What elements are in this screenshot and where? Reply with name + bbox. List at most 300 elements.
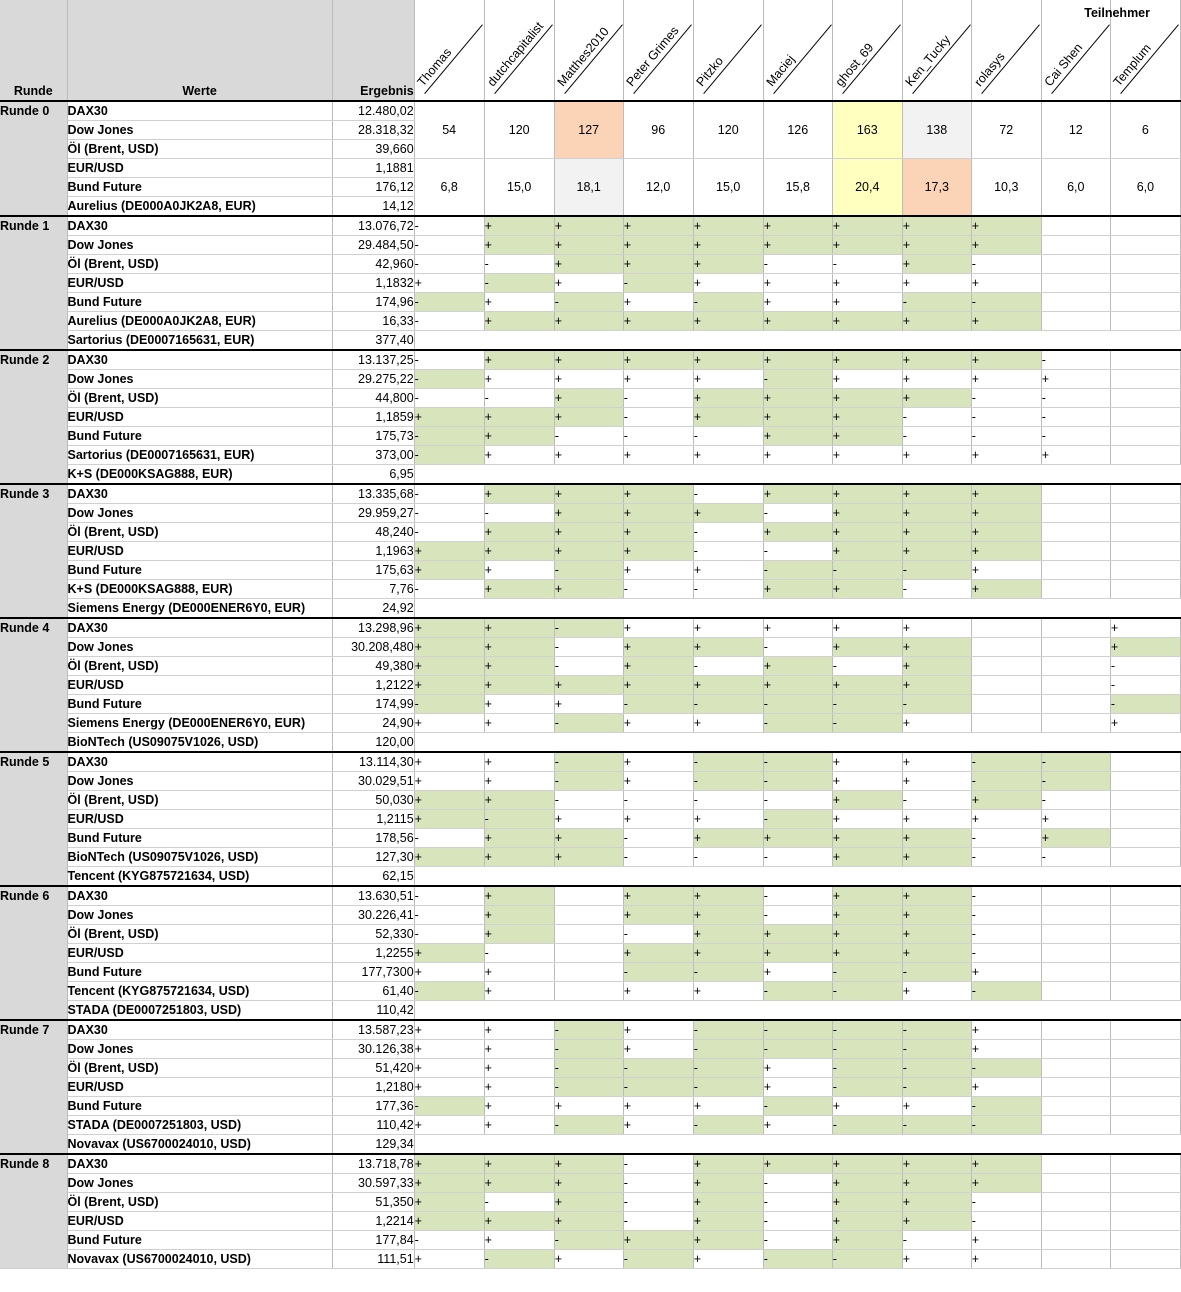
participant-points: 138: [902, 101, 971, 159]
forecast-cell: -: [623, 580, 693, 599]
asset-name: STADA (DE0007251803, USD): [67, 1001, 332, 1021]
forecast-cell: -: [693, 1116, 763, 1135]
forecast-cell: [1110, 523, 1180, 542]
forecast-cell: +: [832, 542, 902, 561]
forecast-cell: [971, 618, 1041, 638]
forecast-cell: +: [623, 561, 693, 580]
asset-result: 174,96: [332, 293, 414, 312]
asset-name: DAX30: [67, 1020, 332, 1040]
forecast-cell: +: [763, 293, 832, 312]
forecast-cell: +: [554, 274, 623, 293]
participant-average: 6,0: [1110, 159, 1180, 217]
forecast-cell: +: [623, 484, 693, 504]
asset-name: DAX30: [67, 1154, 332, 1174]
forecast-cell: +: [414, 408, 484, 427]
forecast-cell: [1110, 370, 1180, 389]
forecast-cell: [1110, 791, 1180, 810]
forecast-cell: [554, 906, 623, 925]
asset-result: 111,51: [332, 1250, 414, 1269]
forecast-cell: +: [414, 810, 484, 829]
forecast-cell: -: [971, 848, 1041, 867]
asset-result: 29.484,50: [332, 236, 414, 255]
forecast-cell: -: [971, 886, 1041, 906]
forecast-cell: -: [763, 255, 832, 274]
round-row: [0, 638, 1181, 657]
forecast-cell: +: [902, 982, 971, 1001]
round-row: [0, 408, 1181, 427]
forecast-cell: [1041, 504, 1110, 523]
round-row: [0, 504, 1181, 523]
forecast-cell: +: [693, 312, 763, 331]
asset-name: BioNTech (US09075V1026, USD): [67, 848, 332, 867]
forecast-cell: +: [623, 886, 693, 906]
forecast-cell: +: [971, 810, 1041, 829]
asset-name: Bund Future: [67, 963, 332, 982]
forecast-cell: -: [763, 791, 832, 810]
forecast-cell: [1110, 236, 1180, 255]
forecast-cell: +: [693, 1193, 763, 1212]
asset-name: EUR/USD: [67, 1078, 332, 1097]
asset-name: Novavax (US6700024010, USD): [67, 1250, 332, 1269]
asset-name: Öl (Brent, USD): [67, 389, 332, 408]
forecast-cell: +: [623, 676, 693, 695]
asset-result: 42,960: [332, 255, 414, 274]
forecast-cell: +: [414, 542, 484, 561]
forecast-cell: +: [554, 1212, 623, 1231]
forecast-cell: +: [763, 408, 832, 427]
forecast-cell: -: [484, 274, 554, 293]
forecast-cell: -: [414, 446, 484, 465]
forecast-cell: +: [623, 906, 693, 925]
forecast-cell: -: [414, 523, 484, 542]
forecast-cell: +: [832, 925, 902, 944]
forecast-cell: -: [554, 772, 623, 791]
forecast-cell: +: [832, 886, 902, 906]
forecast-cell: -: [484, 944, 554, 963]
forecast-cell: +: [484, 312, 554, 331]
forecast-cell: -: [763, 848, 832, 867]
round-row: [0, 829, 1181, 848]
forecast-cell: +: [763, 676, 832, 695]
asset-name: Bund Future: [67, 561, 332, 580]
forecast-cell: +: [971, 963, 1041, 982]
round-row: [0, 944, 1181, 963]
forecast-cell: +: [693, 561, 763, 580]
round-row: [0, 1174, 1181, 1193]
forecast-cell: [971, 638, 1041, 657]
forecast-cell: +: [902, 676, 971, 695]
forecast-cell: +: [414, 1174, 484, 1193]
participant-average: 20,4: [832, 159, 902, 217]
round-row: [0, 676, 1181, 695]
forecast-cell: +: [832, 1154, 902, 1174]
forecast-cell: -: [971, 1212, 1041, 1231]
forecast-cell: -: [763, 1212, 832, 1231]
forecast-cell: [1041, 1020, 1110, 1040]
participant-average: 6,8: [414, 159, 484, 217]
round-row: [0, 331, 1181, 351]
asset-name: Dow Jones: [67, 1174, 332, 1193]
round-row: [0, 925, 1181, 944]
forecast-cell: +: [763, 427, 832, 446]
forecast-cell: +: [832, 1193, 902, 1212]
forecast-cell: +: [484, 676, 554, 695]
round-row: [0, 963, 1181, 982]
forecast-cell: +: [763, 350, 832, 370]
forecast-cell: [1110, 1097, 1180, 1116]
asset-name: Siemens Energy (DE000ENER6Y0, EUR): [67, 599, 332, 619]
header-participant: rolasys: [971, 0, 1041, 101]
forecast-cell: -: [1110, 695, 1180, 714]
asset-name: EUR/USD: [67, 1212, 332, 1231]
asset-name: Bund Future: [67, 1231, 332, 1250]
forecast-cell: +: [971, 1040, 1041, 1059]
forecast-cell: +: [1110, 618, 1180, 638]
asset-name: DAX30: [67, 350, 332, 370]
forecast-cell: -: [832, 1020, 902, 1040]
forecast-cell: +: [484, 1154, 554, 1174]
forecast-cell: [1110, 772, 1180, 791]
forecast-cell: +: [484, 523, 554, 542]
participant-average: 15,8: [763, 159, 832, 217]
forecast-cell: -: [414, 580, 484, 599]
asset-name: Bund Future: [67, 427, 332, 446]
forecast-cell: -: [832, 982, 902, 1001]
round-row: [0, 714, 1181, 733]
forecast-cell: [1041, 484, 1110, 504]
forecast-cell: +: [763, 274, 832, 293]
forecast-cell: +: [832, 484, 902, 504]
forecast-cell: +: [763, 618, 832, 638]
participant-average: 18,1: [554, 159, 623, 217]
forecast-cell: -: [693, 1040, 763, 1059]
round-row: [0, 236, 1181, 255]
forecast-cell: +: [693, 982, 763, 1001]
forecast-cell: -: [623, 427, 693, 446]
forecast-cell: +: [484, 848, 554, 867]
forecast-cell: +: [484, 580, 554, 599]
header-participant: dutchcapitalist: [484, 0, 554, 101]
forecast-cell: [1041, 1040, 1110, 1059]
forecast-cell: +: [414, 791, 484, 810]
forecast-cell: [1110, 350, 1180, 370]
asset-result: 110,42: [332, 1001, 414, 1021]
forecast-cell: -: [554, 1059, 623, 1078]
round-row: [0, 1001, 1181, 1021]
forecast-cell: +: [832, 810, 902, 829]
forecast-cell: -: [693, 1020, 763, 1040]
forecast-cell: +: [763, 389, 832, 408]
forecast-cell: +: [414, 1059, 484, 1078]
forecast-cell: +: [414, 1250, 484, 1269]
round-label: Runde 4: [0, 618, 67, 752]
asset-result: 13.076,72: [332, 216, 414, 236]
forecast-cell: -: [623, 1078, 693, 1097]
asset-result: 127,30: [332, 848, 414, 867]
round-row: [0, 1154, 1181, 1174]
asset-result: 48,240: [332, 523, 414, 542]
forecast-cell: +: [902, 925, 971, 944]
forecast-cell: -: [623, 925, 693, 944]
forecast-cell: +: [693, 886, 763, 906]
forecast-cell: -: [902, 1231, 971, 1250]
forecast-cell: +: [902, 312, 971, 331]
asset-result: 16,33: [332, 312, 414, 331]
asset-result: 7,76: [332, 580, 414, 599]
forecast-cell: -: [693, 695, 763, 714]
forecast-cell: -: [902, 963, 971, 982]
forecast-cell: +: [484, 1097, 554, 1116]
forecast-cell: -: [554, 657, 623, 676]
round-row: [0, 867, 1181, 887]
forecast-cell: -: [832, 963, 902, 982]
asset-name: Öl (Brent, USD): [67, 140, 332, 159]
forecast-cell: +: [832, 944, 902, 963]
forecast-cell: +: [554, 350, 623, 370]
forecast-cell: [1041, 657, 1110, 676]
asset-result: 175,63: [332, 561, 414, 580]
forecast-cell: +: [902, 618, 971, 638]
forecast-cell: [1110, 963, 1180, 982]
forecast-cell: -: [554, 1040, 623, 1059]
forecast-cell: -: [763, 772, 832, 791]
forecast-cell: +: [902, 236, 971, 255]
forecast-cell: +: [484, 925, 554, 944]
round-label: Runde 3: [0, 484, 67, 618]
forecast-cell: [1041, 638, 1110, 657]
participant-average: 15,0: [484, 159, 554, 217]
forecast-cell: +: [484, 1212, 554, 1231]
forecast-cell: +: [484, 446, 554, 465]
forecast-cell: +: [971, 1250, 1041, 1269]
forecast-cell: [1041, 676, 1110, 695]
forecast-cell: -: [623, 274, 693, 293]
forecast-cell: [554, 925, 623, 944]
forecast-cell: +: [623, 370, 693, 389]
round-row: [0, 1040, 1181, 1059]
asset-name: DAX30: [67, 484, 332, 504]
forecast-cell: +: [832, 523, 902, 542]
round-row: [0, 982, 1181, 1001]
forecast-cell: +: [832, 370, 902, 389]
participant-average: 6,0: [1041, 159, 1110, 217]
asset-name: Tencent (KYG875721634, USD): [67, 867, 332, 887]
forecast-cell: +: [484, 236, 554, 255]
asset-result: 177,84: [332, 1231, 414, 1250]
forecast-cell: -: [623, 389, 693, 408]
forecast-cell: [1110, 1059, 1180, 1078]
forecast-cell: +: [623, 1020, 693, 1040]
participant-points: 126: [763, 101, 832, 159]
forecast-cell: [1110, 446, 1180, 465]
round-row: [0, 657, 1181, 676]
forecast-cell: +: [623, 216, 693, 236]
forecast-cell: +: [554, 523, 623, 542]
forecast-cell: +: [623, 523, 693, 542]
forecast-cell: -: [971, 1193, 1041, 1212]
forecast-cell: +: [763, 925, 832, 944]
round-row: [0, 618, 1181, 638]
forecast-cell: [1110, 389, 1180, 408]
forecast-cell: +: [484, 791, 554, 810]
forecast-cell: +: [902, 484, 971, 504]
forecast-cell: -: [414, 906, 484, 925]
asset-name: Öl (Brent, USD): [67, 1193, 332, 1212]
forecast-cell: -: [693, 752, 763, 772]
forecast-cell: -: [763, 1193, 832, 1212]
asset-name: EUR/USD: [67, 408, 332, 427]
forecast-cell: +: [484, 484, 554, 504]
forecast-cell: -: [971, 982, 1041, 1001]
asset-result: 13.718,78: [332, 1154, 414, 1174]
forecast-cell: -: [971, 1059, 1041, 1078]
forecast-cell: +: [902, 772, 971, 791]
participant-points: 72: [971, 101, 1041, 159]
round-row: [0, 810, 1181, 829]
forecast-cell: +: [693, 255, 763, 274]
forecast-cell: +: [902, 944, 971, 963]
forecast-cell: +: [623, 1097, 693, 1116]
forecast-cell: +: [693, 370, 763, 389]
forecast-cell: -: [1041, 408, 1110, 427]
round-row: [0, 312, 1181, 331]
forecast-cell: [1110, 1174, 1180, 1193]
forecast-cell: +: [763, 216, 832, 236]
forecast-cell: +: [902, 752, 971, 772]
forecast-cell: -: [902, 695, 971, 714]
forecast-cell: +: [554, 1174, 623, 1193]
forecast-cell: +: [484, 1059, 554, 1078]
header-werte: Werte: [67, 0, 332, 101]
forecast-cell: +: [763, 312, 832, 331]
forecast-cell: +: [763, 657, 832, 676]
asset-result: 178,56: [332, 829, 414, 848]
forecast-cell: -: [763, 370, 832, 389]
round-row: [0, 752, 1181, 772]
forecast-cell: -: [554, 752, 623, 772]
asset-result: 61,40: [332, 982, 414, 1001]
forecast-cell: +: [554, 810, 623, 829]
forecast-cell: +: [484, 216, 554, 236]
forecast-cell: +: [623, 752, 693, 772]
forecast-cell: [1041, 236, 1110, 255]
forecast-cell: -: [484, 255, 554, 274]
forecast-cell: +: [971, 312, 1041, 331]
asset-result: 13.298,96: [332, 618, 414, 638]
asset-result: 1,1963: [332, 542, 414, 561]
forecast-cell: +: [484, 752, 554, 772]
asset-result: 44,800: [332, 389, 414, 408]
forecast-cell: [1110, 542, 1180, 561]
header-participant: Matthes2010: [554, 0, 623, 101]
forecast-cell: +: [971, 1078, 1041, 1097]
forecast-cell: +: [693, 236, 763, 255]
forecast-cell: -: [693, 427, 763, 446]
asset-name: Öl (Brent, USD): [67, 1059, 332, 1078]
forecast-cell: +: [623, 293, 693, 312]
forecast-cell: -: [763, 1174, 832, 1193]
asset-name: Aurelius (DE000A0JK2A8, EUR): [67, 197, 332, 217]
forecast-cell: -: [623, 963, 693, 982]
forecast-cell: +: [1041, 829, 1110, 848]
forecast-cell: +: [554, 580, 623, 599]
asset-name: Bund Future: [67, 829, 332, 848]
forecast-cell: [1110, 504, 1180, 523]
forecast-cell: -: [693, 523, 763, 542]
forecast-cell: +: [902, 906, 971, 925]
forecast-cell: +: [623, 312, 693, 331]
forecast-cell: -: [763, 1020, 832, 1040]
forecast-cell: -: [902, 1116, 971, 1135]
forecast-cell: +: [484, 829, 554, 848]
round-label: Runde 6: [0, 886, 67, 1020]
asset-result: 1,2214: [332, 1212, 414, 1231]
forecast-cell: +: [902, 1250, 971, 1269]
forecast-cell: [1041, 695, 1110, 714]
forecast-cell: +: [971, 370, 1041, 389]
forecast-cell: +: [832, 752, 902, 772]
round-row: [0, 906, 1181, 925]
asset-result: 30.208,480: [332, 638, 414, 657]
forecast-cell: +: [693, 944, 763, 963]
forecast-cell: [971, 657, 1041, 676]
forecast-cell: -: [693, 772, 763, 791]
participant-points: 120: [484, 101, 554, 159]
asset-name: Bund Future: [67, 293, 332, 312]
forecast-cell: -: [832, 695, 902, 714]
forecast-cell: [1110, 1040, 1180, 1059]
forecast-cell: -: [554, 293, 623, 312]
participant-average: 15,0: [693, 159, 763, 217]
forecast-cell: -: [414, 1097, 484, 1116]
forecast-cell: +: [902, 370, 971, 389]
forecast-cell: -: [414, 216, 484, 236]
forecast-cell: -: [554, 1231, 623, 1250]
forecast-cell: +: [484, 618, 554, 638]
forecast-cell: [971, 714, 1041, 733]
asset-name: DAX30: [67, 101, 332, 121]
round-label: Runde 0: [0, 101, 67, 216]
forecast-cell: +: [902, 810, 971, 829]
forecast-cell: -: [1041, 752, 1110, 772]
forecast-cell: +: [414, 1212, 484, 1231]
forecast-cell: -: [971, 1116, 1041, 1135]
forecast-cell: -: [623, 829, 693, 848]
forecast-cell: +: [693, 714, 763, 733]
forecast-cell: +: [554, 312, 623, 331]
forecast-cell: [971, 676, 1041, 695]
forecast-cell: +: [414, 1020, 484, 1040]
forecast-cell: -: [971, 293, 1041, 312]
asset-name: Aurelius (DE000A0JK2A8, EUR): [67, 312, 332, 331]
forecast-cell: [1110, 580, 1180, 599]
round-row: [0, 886, 1181, 906]
forecast-cell: [1110, 1193, 1180, 1212]
asset-name: DAX30: [67, 618, 332, 638]
asset-result: 373,00: [332, 446, 414, 465]
forecast-cell: +: [554, 236, 623, 255]
forecast-cell: -: [902, 1040, 971, 1059]
header-participant: Ken_Tucky: [902, 0, 971, 101]
forecast-cell: +: [414, 772, 484, 791]
forecast-cell: -: [832, 1040, 902, 1059]
forecast-cell: +: [902, 657, 971, 676]
forecast-cell: +: [1041, 370, 1110, 389]
forecast-cell: [971, 695, 1041, 714]
forecast-cell: +: [763, 523, 832, 542]
forecast-cell: +: [832, 427, 902, 446]
forecast-cell: +: [623, 542, 693, 561]
